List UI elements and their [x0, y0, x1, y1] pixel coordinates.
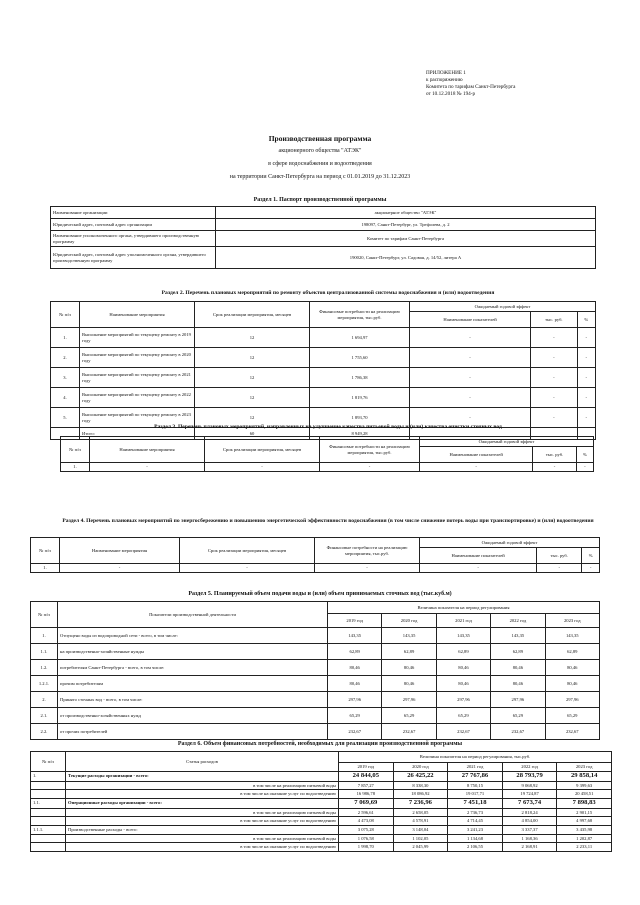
table-cell: Выполнение мероприятий по текущему ремонту в 2021 году	[80, 368, 195, 388]
table-cell: 1 893,70	[310, 408, 410, 428]
table-row	[31, 771, 612, 781]
table-cell: 297,96	[328, 692, 382, 708]
table-cell: 1 202,87	[557, 834, 612, 843]
passport-value: Комитет по тарифам Санкт-Петербурга	[216, 231, 596, 247]
table-cell: 3 435,98	[557, 825, 612, 834]
table-cell: -	[205, 463, 320, 472]
table-cell: 1.	[51, 328, 80, 348]
table-cell: 8 338,30	[393, 781, 448, 790]
table-row	[31, 790, 612, 799]
section-4-heading: Раздел 4. Перечень плановых мероприятий по энергосбережению и повышению энергетической эффективности водоснабжения (в том числе снижение потерь воды при транспортировке) и (или) водоотведения	[62, 518, 594, 524]
table-row	[31, 660, 600, 676]
table-row	[31, 644, 600, 660]
table-cell: 29 858,14	[557, 771, 612, 781]
table-cell: 232,67	[491, 724, 545, 740]
table-cell: 80,46	[436, 660, 490, 676]
table-cell: 1 694,97	[310, 328, 410, 348]
col-period-header: Величина показателя на период регулирования, тыс.руб.	[339, 752, 612, 763]
table-cell: -	[577, 368, 595, 388]
table-cell: -	[531, 328, 578, 348]
table-cell: 232,67	[545, 724, 599, 740]
table-cell: 143,35	[491, 628, 545, 644]
table-cell: в том числе на оказание услуг по водоотведению	[66, 790, 339, 799]
col-rub-header: тыс. руб.	[537, 548, 582, 564]
table-cell: 80,46	[545, 660, 599, 676]
table-cell	[31, 781, 66, 790]
title-line: Производственная программа	[268, 134, 372, 143]
table-cell: 12	[195, 388, 310, 408]
col-effect-header: Ожидаемый годовой эффект	[420, 538, 600, 548]
table-cell: 26 425,22	[393, 771, 448, 781]
section-5-heading: Раздел 5. Планируемый объем подачи воды и (или) объем принимаемых сточных вод (тыс.куб.м)	[188, 591, 452, 597]
attachment-line: к распоряжению	[426, 77, 463, 83]
table-cell: 65,29	[382, 708, 436, 724]
col-rub-header: тыс. руб.	[533, 447, 577, 463]
table-cell: -	[410, 348, 531, 368]
table-row	[31, 808, 612, 817]
table-cell: 20 458,51	[557, 790, 612, 799]
col-expense-header: Статья расходов	[66, 752, 339, 772]
table-row	[31, 692, 600, 708]
section-3-heading: Раздел 3. Перечень плановых мероприятий, направленных на улучшение качества питьевой воды и (или) качества очистки сточных вод	[154, 424, 502, 430]
table-cell: 80,46	[382, 676, 436, 692]
table-cell: -	[180, 564, 315, 573]
table-cell: Производственные расходы - всего:	[66, 825, 339, 834]
table-cell: 143,35	[545, 628, 599, 644]
table-cell: 1.	[31, 628, 58, 644]
col-name-header: Наименование мероприятия	[90, 437, 205, 463]
table-cell: -	[320, 463, 420, 472]
table-cell: 19 724,87	[502, 790, 557, 799]
table-cell: 3 148,04	[393, 825, 448, 834]
table-row	[51, 348, 596, 368]
table-cell: 4 714,45	[448, 817, 503, 826]
table-cell: -	[577, 348, 595, 368]
table-row	[31, 843, 612, 852]
table-cell: 143,35	[436, 628, 490, 644]
table-cell: 8 750,15	[448, 781, 503, 790]
year-header: 2019 год	[328, 614, 382, 628]
col-rub-header: тыс. руб.	[531, 312, 578, 328]
table-cell: 1.	[61, 463, 90, 472]
table-cell: 143,35	[382, 628, 436, 644]
table-cell: 232,67	[436, 724, 490, 740]
col-effect-header: Ожидаемый годовой эффект	[410, 302, 596, 312]
year-header: 2021 год	[436, 614, 490, 628]
table-cell: 1.1.1.	[31, 825, 66, 834]
table-row	[51, 328, 596, 348]
table-cell: 1 998,70	[339, 843, 394, 852]
table-cell: в том числе на реализацию питьевой воды	[66, 834, 339, 843]
table-cell: 80,46	[436, 676, 490, 692]
table-cell: 1 786,38	[310, 368, 410, 388]
table-cell: -	[537, 564, 582, 573]
table-row	[51, 388, 596, 408]
table-cell: 7 451,18	[448, 798, 503, 808]
quality-table	[60, 436, 594, 472]
table-cell: -	[531, 348, 578, 368]
table-cell: -	[531, 388, 578, 408]
table-cell: в том числе на оказание услуг по водоотведению	[66, 817, 339, 826]
year-header: 2023 год	[545, 614, 599, 628]
table-cell: -	[410, 328, 531, 348]
table-row	[31, 817, 612, 826]
table-cell: Выполнение мероприятий по текущему ремонту в 2023 году	[80, 408, 195, 428]
col-term-header: Срок реализации мероприятия, месяцев	[180, 538, 315, 564]
table-cell: 9 068,92	[502, 781, 557, 790]
table-cell: 2.2.	[31, 724, 58, 740]
passport-label: Юридический адрес, почтовый адрес организации	[51, 219, 216, 231]
table-row	[31, 798, 612, 808]
table-cell: 62,89	[328, 644, 382, 660]
table-cell: на производственно-хозяйственные нужды	[58, 644, 328, 660]
col-effect-header: Ожидаемый годовой эффект	[420, 437, 594, 447]
table-cell: 9 399,63	[557, 781, 612, 790]
table-cell: 297,96	[491, 692, 545, 708]
table-cell: 1 819,76	[310, 388, 410, 408]
col-indicators-header: Наименование показателей	[410, 312, 531, 328]
col-indicator-header: Показатели производственной деятельности	[58, 602, 328, 628]
table-row	[31, 834, 612, 843]
table-cell: 4 473,08	[339, 817, 394, 826]
table-cell: 2 233,11	[557, 843, 612, 852]
table-cell: -	[420, 463, 533, 472]
col-finance-header: Финансовые потребности на реализацию мероприятия, тыс.руб.	[320, 437, 420, 463]
table-cell: 2 106,55	[448, 843, 503, 852]
col-indicators-header: Наименование показателей	[420, 447, 533, 463]
table-cell: 1 134,68	[448, 834, 503, 843]
table-cell: 80,46	[491, 676, 545, 692]
year-header: 2020 год	[393, 763, 448, 772]
year-header: 2022 год	[502, 763, 557, 772]
passport-label: Наименование организации	[51, 207, 216, 219]
table-cell: 7 069,69	[339, 798, 394, 808]
energy-table	[30, 537, 600, 573]
table-cell	[31, 808, 66, 817]
table-cell: 65,29	[491, 708, 545, 724]
table-cell: 7 236,96	[393, 798, 448, 808]
year-header: 2021 год	[448, 763, 503, 772]
attachment-block	[426, 70, 616, 98]
table-cell: 4 997,68	[557, 817, 612, 826]
table-cell: Операционные расходы организации - всего:	[66, 798, 339, 808]
table-cell: -	[577, 408, 595, 428]
table-cell: 2 736,73	[448, 808, 503, 817]
table-cell: 4 578,91	[393, 817, 448, 826]
table-cell: в том числе на реализацию питьевой воды	[66, 808, 339, 817]
section-1-heading: Раздел 1. Паспорт производственной программы	[253, 197, 387, 203]
title-line: акционерного общества "АТЭК"	[278, 148, 362, 154]
table-cell: 2.	[31, 692, 58, 708]
table-cell: -	[315, 564, 420, 573]
year-header: 2023 год	[557, 763, 612, 772]
table-cell	[31, 817, 66, 826]
col-name-header: Наименование мероприятия	[60, 538, 180, 564]
table-cell: 12	[195, 408, 310, 428]
table-cell: 2 045,99	[393, 843, 448, 852]
table-cell: от производственно-хозяйственных нужд	[58, 708, 328, 724]
table-cell: 80,46	[491, 660, 545, 676]
table-row	[31, 781, 612, 790]
table-cell: Отпущено воды из водопроводной сети - всего, в том числе:	[58, 628, 328, 644]
col-finance-header: Финансовые потребности на реализацию мероприятия, тыс.руб.	[315, 538, 420, 564]
table-cell: 65,29	[328, 708, 382, 724]
table-cell: -	[577, 388, 595, 408]
table-cell: 3.	[51, 368, 80, 388]
col-pct-header: %	[577, 312, 595, 328]
table-cell: 1 076,58	[339, 834, 394, 843]
col-indicators-header: Наименование показателей	[420, 548, 537, 564]
table-cell	[31, 843, 66, 852]
table-cell: -	[410, 408, 531, 428]
table-cell: -	[576, 463, 593, 472]
table-cell: 65,29	[545, 708, 599, 724]
table-cell: 1.2.1.	[31, 676, 58, 692]
year-header: 2019 год	[339, 763, 394, 772]
table-cell: 80,46	[382, 660, 436, 676]
table-cell: Текущие расходы организации - всего:	[66, 771, 339, 781]
table-cell: -	[410, 388, 531, 408]
table-cell: 18 086,92	[393, 790, 448, 799]
table-cell: 27 767,86	[448, 771, 503, 781]
attachment-line: Комитета по тарифам Санкт-Петербурга	[426, 84, 516, 90]
passport-table	[50, 206, 596, 269]
col-num-header: № п/п	[61, 437, 90, 463]
table-cell: -	[420, 564, 537, 573]
table-cell: 2 901,15	[557, 808, 612, 817]
table-cell: 12	[195, 348, 310, 368]
table-cell: 2 596,61	[339, 808, 394, 817]
col-num-header: № п/п	[31, 538, 60, 564]
table-cell: 232,67	[328, 724, 382, 740]
table-cell: 3 337,37	[502, 825, 557, 834]
table-cell: в том числе на оказание услуг по водоотведению	[66, 843, 339, 852]
table-cell: -	[60, 564, 180, 573]
table-cell: -	[533, 463, 577, 472]
table-cell: Принято сточных вод - всего, в том числе:	[58, 692, 328, 708]
table-cell: 7 898,83	[557, 798, 612, 808]
table-cell: 1.1.	[31, 644, 58, 660]
table-cell	[31, 834, 66, 843]
table-cell: -	[90, 463, 205, 472]
table-cell: прочим потребителям	[58, 676, 328, 692]
table-cell: 19 017,71	[448, 790, 503, 799]
col-term-header: Срок реализации мероприятия, месяцев	[205, 437, 320, 463]
attachment-line: от 10.12.2018 № 194-р	[426, 91, 476, 97]
table-cell: в том числе на реализацию питьевой воды	[66, 781, 339, 790]
col-pct-header: %	[582, 548, 600, 564]
table-cell: -	[582, 564, 600, 573]
table-cell: 62,89	[491, 644, 545, 660]
table-cell: 28 793,79	[502, 771, 557, 781]
table-cell: 143,35	[328, 628, 382, 644]
col-period-header: Величина показателя на период регулирования	[328, 602, 600, 614]
table-cell: Выполнение мероприятий по текущему ремонту в 2022 году	[80, 388, 195, 408]
repair-table	[50, 301, 596, 440]
table-cell: 1 755,60	[310, 348, 410, 368]
table-cell: -	[577, 328, 595, 348]
table-cell: 1.	[31, 771, 66, 781]
table-cell: 4.	[51, 388, 80, 408]
table-cell: 12	[195, 368, 310, 388]
table-cell: 60	[195, 428, 310, 440]
table-cell: 2.1.	[31, 708, 58, 724]
table-cell: 2.	[51, 348, 80, 368]
table-cell: 65,29	[436, 708, 490, 724]
table-cell: 80,46	[545, 676, 599, 692]
table-row	[51, 368, 596, 388]
table-cell: 232,67	[382, 724, 436, 740]
table-cell: 1.2.	[31, 660, 58, 676]
table-row	[31, 708, 600, 724]
passport-label: Наименование уполномоченного органа, утвердившего производственную программу	[51, 231, 216, 247]
table-cell: 62,89	[436, 644, 490, 660]
table-cell: 12	[195, 328, 310, 348]
table-cell: 7 857,27	[339, 781, 394, 790]
table-cell: 24 844,05	[339, 771, 394, 781]
table-cell: 80,46	[328, 660, 382, 676]
section-2-heading: Раздел 2. Перечень плановых мероприятий по ремонту объектов централизованной системы водоснабжения и (или) водоотведения	[161, 290, 495, 296]
col-finance-header: Финансовые потребности на реализацию мероприятия, тыс.руб.	[310, 302, 410, 328]
table-cell: 3 241,23	[448, 825, 503, 834]
finance-table	[30, 751, 612, 852]
table-cell: -	[531, 368, 578, 388]
title-line: на территории Санкт-Петербурга на период с 01.01.2019 до 31.12.2023	[229, 174, 411, 180]
document-title	[0, 132, 640, 184]
col-pct-header: %	[576, 447, 593, 463]
table-cell	[31, 790, 66, 799]
table-cell: 297,96	[545, 692, 599, 708]
table-cell: 2 168,91	[502, 843, 557, 852]
table-row	[31, 628, 600, 644]
col-num-header: № п/п	[51, 302, 80, 328]
table-cell: 1.	[31, 564, 60, 573]
table-cell: 7 673,74	[502, 798, 557, 808]
col-term-header: Срок реализации мероприятия, месяцев	[195, 302, 310, 328]
year-header: 2020 год	[382, 614, 436, 628]
table-cell: 2 658,05	[393, 808, 448, 817]
table-cell: 16 986,78	[339, 790, 394, 799]
table-cell: 8 949,28	[310, 428, 410, 440]
table-row	[31, 676, 600, 692]
table-cell: от прочих потребителей	[58, 724, 328, 740]
section-6-heading: Раздел 6. Объем финансовых потребностей, необходимых для реализации производственной программы	[177, 741, 463, 747]
table-row	[31, 825, 612, 834]
passport-value: 198097, Санкт-Петербург, ул. Трефолева, д. 2	[216, 219, 596, 231]
table-cell: 5.	[51, 408, 80, 428]
title-line: в сфере водоснабжения и водоотведения	[268, 161, 372, 167]
volume-table	[30, 601, 600, 740]
table-cell: 1.1.	[31, 798, 66, 808]
attachment-line: ПРИЛОЖЕНИЕ 1	[426, 70, 466, 76]
table-cell: 297,96	[382, 692, 436, 708]
table-cell: -	[531, 408, 578, 428]
passport-value: акционерное общество "АТЭК"	[216, 207, 596, 219]
table-cell: 1 102,05	[393, 834, 448, 843]
table-cell: Выполнение мероприятий по текущему ремонту в 2020 году	[80, 348, 195, 368]
table-cell: 62,89	[545, 644, 599, 660]
table-cell: 62,89	[382, 644, 436, 660]
table-cell: 1 168,36	[502, 834, 557, 843]
col-name-header: Наименование мероприятия	[80, 302, 195, 328]
table-cell: Итого:	[80, 428, 195, 440]
table-cell: 4 854,00	[502, 817, 557, 826]
col-num-header: № п/п	[31, 752, 66, 772]
table-cell: потребителям Санкт-Петербурга - всего, в том числе:	[58, 660, 328, 676]
passport-value: 190020, Санкт-Петербург, ул. Садовая, д. 14/52, литера А	[216, 247, 596, 269]
table-cell: Выполнение мероприятий по текущему ремонту в 2019 году	[80, 328, 195, 348]
table-cell: 297,96	[436, 692, 490, 708]
table-row	[31, 724, 600, 740]
table-cell: 2 818,24	[502, 808, 557, 817]
table-cell: -	[410, 368, 531, 388]
passport-label: Юридический адрес, почтовый адрес уполномоченного органа, утвердившего производственную программу	[51, 247, 216, 269]
table-cell: 80,46	[328, 676, 382, 692]
table-cell: 3 075,28	[339, 825, 394, 834]
col-num-header: № п/п	[31, 602, 58, 628]
year-header: 2022 год	[491, 614, 545, 628]
